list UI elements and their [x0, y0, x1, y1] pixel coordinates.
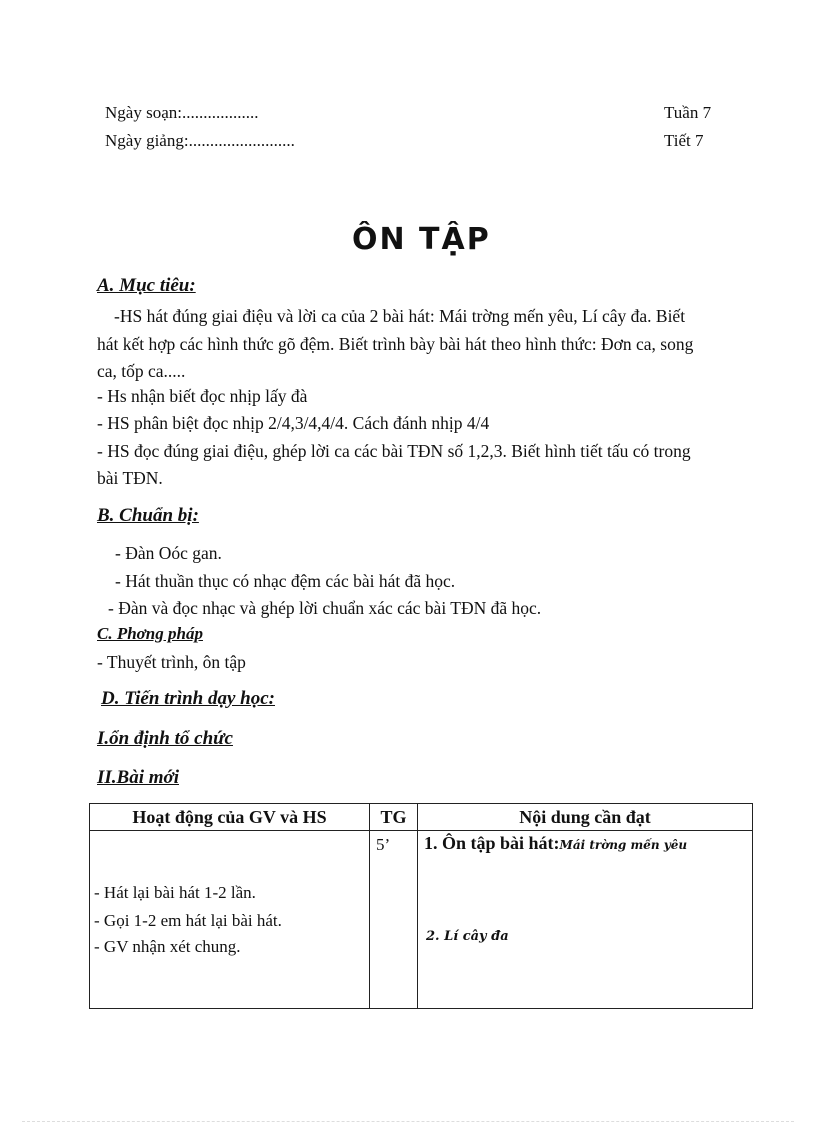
section-ii-heading: II.Bài mới	[97, 767, 179, 788]
header-time: TG	[370, 804, 418, 831]
objective-line-5: - HS phân biệt đọc nhịp 2/4,3/4,4/4. Cách đánh nhịp 4/4	[97, 413, 490, 433]
section-d-heading: D. Tiến trình dạy học:	[101, 688, 275, 709]
objective-line-4: - Hs nhận biết đọc nhịp lấy đà	[97, 386, 308, 406]
page-title: ÔN TẬP	[352, 222, 491, 257]
section-c-heading: C. Phơng pháp	[97, 624, 203, 643]
week-label: Tuần 7	[664, 103, 712, 122]
prep-date: Ngày soạn:..................	[105, 103, 259, 122]
content-cell	[418, 831, 753, 1009]
activity-item: - GV nhận xét chung.	[94, 937, 241, 956]
section-i-heading: I.ổn định tổ chức	[97, 728, 233, 749]
objective-line-2: hát kết hợp các hình thức gõ đệm. Biết trình bày bài hát theo hình thức: Đơn ca, song	[97, 334, 694, 354]
teaching-date: Ngày giảng:.........................	[105, 131, 295, 150]
activity-item: - Hát lại bài hát 1-2 lần.	[94, 883, 256, 902]
content-1-prefix: 1. Ôn tập bài hát:	[424, 833, 560, 853]
time-cell: 5’	[370, 831, 418, 1009]
objective-line-1: -HS hát đúng giai điệu và lời ca của 2 bài hát: Mái trờng mến yêu, Lí cây đa. Biết	[114, 306, 686, 326]
header-content: Nội dung cần đạt	[418, 804, 753, 831]
header-activities: Hoạt động của GV và HS	[90, 804, 370, 831]
activities-cell	[90, 831, 370, 1009]
content-item-1	[424, 833, 687, 854]
lesson-table	[89, 803, 753, 1009]
prep-line-3: - Đàn và đọc nhạc và ghép lời chuẩn xác các bài TĐN đã học.	[108, 598, 542, 618]
table-header-row	[90, 804, 753, 831]
objective-line-7: bài TĐN.	[97, 468, 163, 488]
prep-line-1: - Đàn Oóc gan.	[115, 543, 222, 563]
method-line: - Thuyết trình, ôn tập	[97, 652, 246, 672]
activity-item: - Gọi 1-2 em hát lại bài hát.	[94, 911, 282, 930]
lesson-number: Tiết 7	[664, 131, 704, 150]
section-a-heading: A. Mục tiêu:	[97, 275, 196, 296]
page-bottom-divider	[22, 1121, 794, 1122]
table-row	[90, 831, 753, 1009]
prep-line-2: - Hát thuần thục có nhạc đệm các bài hát đã học.	[115, 571, 456, 591]
objective-line-6: - HS đọc đúng giai điệu, ghép lời ca các bài TĐN số 1,2,3. Biết hình tiết tấu có trong	[97, 441, 691, 461]
objective-line-3: ca, tốp ca.....	[97, 361, 186, 381]
content-item-2: 2. Lí cây đa	[426, 929, 509, 944]
section-b-heading: B. Chuẩn bị:	[97, 505, 199, 526]
content-1-song: Mái trờng mến yêu	[559, 838, 688, 852]
